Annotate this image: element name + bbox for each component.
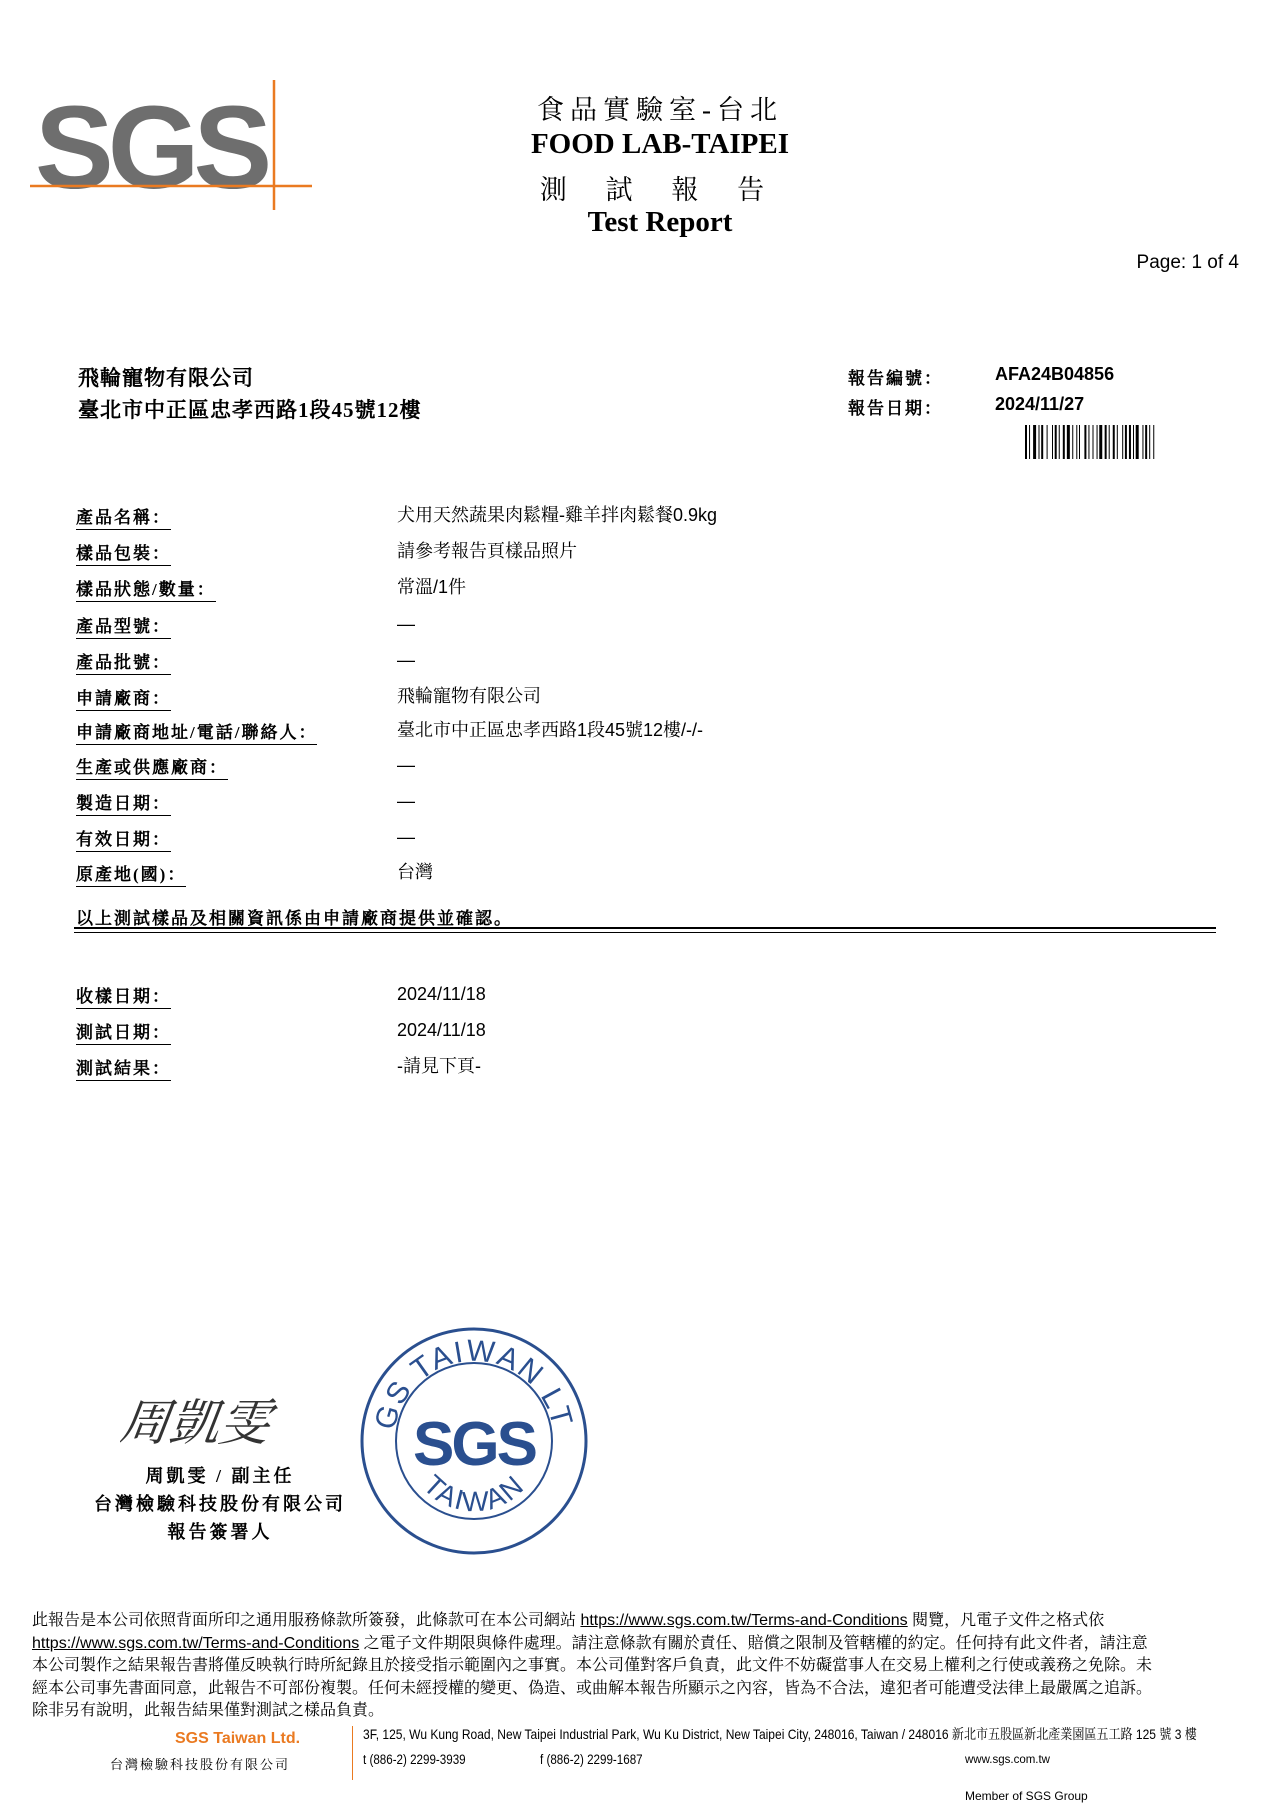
footer-member: Member of SGS Group <box>965 1789 1088 1803</box>
disclaimer-text: 此報告是本公司依照背面所印之通用服務條款所簽發，此條款可在本公司網站 <box>32 1612 581 1629</box>
info-value: 飛輪寵物有限公司 <box>397 686 541 706</box>
sgs-logo-text: SGS <box>35 82 267 210</box>
report-title-zh: 測 試 報 告 <box>539 175 781 205</box>
disclaimer-text: 除非另有說明，此報告結果僅對測試之樣品負責。 <box>32 1702 385 1719</box>
disclaimer <box>32 1610 1252 1723</box>
signatory-company: 台灣檢驗科技股份有限公司 <box>94 1494 346 1514</box>
info-value: 犬用天然蔬果肉鬆糧-雞羊拌肉鬆餐0.9kg <box>397 505 718 525</box>
info-value: — <box>397 650 415 670</box>
info-label: 產品名稱： <box>76 507 171 530</box>
disclaimer-text: 閱覽，凡電子文件之格式依 <box>907 1612 1105 1629</box>
test-info-value: -請見下頁- <box>397 1056 481 1076</box>
barcode <box>1025 425 1198 459</box>
disclaimer-text: 經本公司事先書面同意，此報告不可部份複製。任何未經授權的變更、偽造、或曲解本報告所顯示之內容，皆為不合法，違犯者可能遭受法律上最嚴厲之追訴。 <box>32 1679 1153 1697</box>
info-value: 台灣 <box>397 862 433 882</box>
footer-telephone: t (886-2) 2299-3939 <box>363 1752 466 1767</box>
customer-name: 飛輪寵物有限公司 <box>78 366 254 390</box>
signatory-name-title: 周凱雯 / 副主任 <box>145 1466 295 1486</box>
footer-address: 3F, 125, Wu Kung Road, New Taipei Industrial Park, Wu Ku District, New Taipei City, 248016, Taiwan / 248016 新北市五股區新北產業園區五工路 125 號 3 樓 <box>363 1726 1197 1742</box>
seal-bottom-text: TAIWAN <box>417 1468 531 1518</box>
info-label: 產品批號： <box>76 652 171 675</box>
report-number-value: AFA24B04856 <box>995 364 1115 384</box>
lab-title-zh: 食品實驗室-台北 <box>537 95 783 125</box>
report-number-label: 報告編號： <box>848 369 943 388</box>
footer-website[interactable]: www.sgs.com.tw <box>965 1754 1050 1766</box>
info-value: 常溫/1件 <box>397 577 467 597</box>
divider <box>74 927 1216 929</box>
signature-script: 周凱雯 <box>120 1393 274 1452</box>
terms-link[interactable]: https://www.sgs.com.tw/Terms-and-Conditions <box>32 1634 360 1652</box>
footer-company-en: SGS Taiwan Ltd. <box>175 1730 301 1747</box>
info-label: 樣品包裝： <box>76 543 171 566</box>
lab-title-en: FOOD LAB-TAIPEI <box>530 128 790 160</box>
footer-fax: f (886-2) 2299-1687 <box>540 1752 643 1767</box>
test-info-label: 收樣日期： <box>76 986 171 1009</box>
info-label: 生產或供應廠商： <box>76 757 228 780</box>
info-value: — <box>397 755 415 775</box>
disclaimer-text: 之電子文件期限與條件處理。請注意條款有關於責任、賠償之限制及管轄權的約定。任何持有此文件者，請注意 <box>359 1634 1148 1652</box>
test-info-label: 測試日期： <box>76 1022 171 1045</box>
info-label: 原產地(國)： <box>76 864 186 887</box>
info-value: — <box>397 827 415 847</box>
handwritten-signature <box>120 1385 290 1455</box>
divider <box>74 932 1216 933</box>
report-date-value: 2024/11/27 <box>995 394 1085 414</box>
info-value: — <box>397 791 415 811</box>
footer-divider <box>352 1726 353 1780</box>
info-label: 製造日期： <box>76 793 171 816</box>
test-info-value: 2024/11/18 <box>397 1020 486 1040</box>
test-info-label: 測試結果： <box>76 1058 171 1081</box>
terms-link[interactable]: https://www.sgs.com.tw/Terms-and-Conditions <box>580 1612 908 1629</box>
seal-center-text: SGS <box>413 1410 535 1479</box>
info-label: 申請廠商地址/電話/聯絡人： <box>76 722 317 745</box>
info-value: 臺北市中正區忠孝西路1段45號12樓/-/- <box>397 720 704 740</box>
test-info-value: 2024/11/18 <box>397 984 486 1004</box>
info-value: — <box>397 614 415 634</box>
company-seal <box>358 1325 590 1557</box>
report-title-en: Test Report <box>587 206 733 238</box>
signatory-role: 報告簽署人 <box>167 1522 273 1542</box>
info-label: 有效日期： <box>76 829 171 852</box>
report-date-label: 報告日期： <box>848 399 943 418</box>
info-label: 申請廠商： <box>76 688 171 711</box>
info-label: 產品型號： <box>76 616 171 639</box>
footer-company-zh: 台灣檢驗科技股份有限公司 <box>110 1757 291 1772</box>
info-label: 樣品狀態/數量： <box>76 579 216 602</box>
info-value: 請參考報告頁樣品照片 <box>397 541 577 561</box>
seal-top-text: GS TAIWAN LT <box>368 1334 579 1433</box>
customer-address: 臺北市中正區忠孝西路1段45號12樓 <box>78 398 422 422</box>
disclaimer-text: 本公司製作之結果報告書將僅反映執行時所紀錄且於接受指示範圍內之事實。本公司僅對客戶負責，此文件不妨礙當事人在交易上權利之行使或義務之免除。未 <box>32 1657 1153 1674</box>
confirm-note: 以上測試樣品及相關資訊係由申請廠商提供並確認。 <box>76 909 513 928</box>
page-number: Page: 1 of 4 <box>1136 252 1239 273</box>
sgs-logo <box>30 80 315 210</box>
